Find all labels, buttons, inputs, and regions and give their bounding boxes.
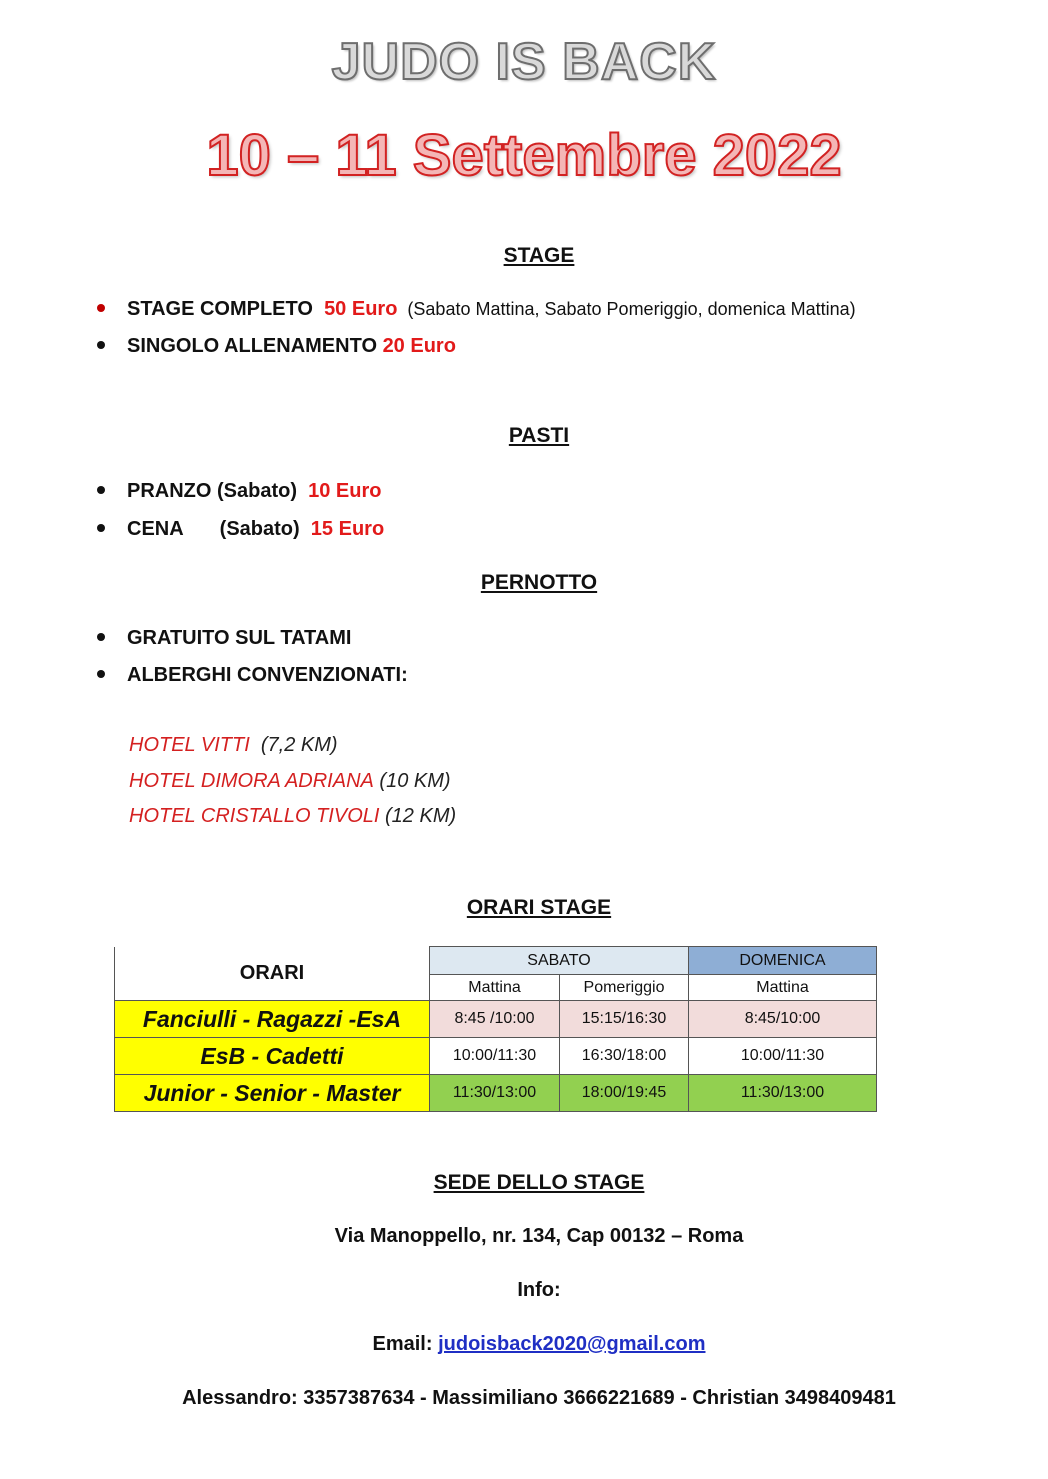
hotel-item: HOTEL DIMORA ADRIANA (10 KM) — [129, 770, 451, 792]
bullet-icon — [97, 633, 105, 641]
page-title: JUDO IS BACK — [331, 33, 717, 91]
bullet-icon — [97, 524, 105, 532]
time-cell: 11:30/13:00 — [430, 1075, 560, 1112]
stage-item-singolo: SINGOLO ALLENAMENTO 20 Euro — [97, 335, 456, 358]
address: Via Manoppello, nr. 134, Cap 00132 – Roma — [334, 1225, 744, 1247]
hotel-item: HOTEL VITTI (7,2 KM) — [129, 734, 338, 756]
stage-heading: STAGE — [503, 244, 575, 267]
contacts-line: Alessandro: 3357387634 - Massimiliano 3666221689 - Christian 3498409481 — [182, 1387, 896, 1409]
time-cell: 15:15/16:30 — [560, 1001, 689, 1038]
sabato-header: SABATO — [430, 947, 689, 975]
time-cell: 10:00/11:30 — [430, 1038, 560, 1075]
category-cell: EsB - Cadetti — [115, 1038, 430, 1075]
pernotto-item-alberghi: ALBERGHI CONVENZIONATI: — [97, 664, 408, 687]
category-cell: Fanciulli - Ragazzi -EsA — [115, 1001, 430, 1038]
time-cell: 10:00/11:30 — [689, 1038, 877, 1075]
pasti-heading: PASTI — [508, 424, 570, 447]
time-cell: 16:30/18:00 — [560, 1038, 689, 1075]
domenica-header: DOMENICA — [689, 947, 877, 975]
pernotto-heading: PERNOTTO — [480, 571, 598, 594]
category-cell: Junior - Senior - Master — [115, 1075, 430, 1112]
email-link[interactable]: judoisback2020@gmail.com — [438, 1333, 706, 1355]
schedule-table — [114, 946, 877, 1112]
time-cell: 11:30/13:00 — [689, 1075, 877, 1112]
time-cell: 8:45 /10:00 — [430, 1001, 560, 1038]
pasti-item-cena: CENA (Sabato) 15 Euro — [97, 518, 384, 541]
sub-header-mattina: Mattina — [430, 975, 560, 1001]
bullet-icon — [97, 486, 105, 494]
time-cell: 8:45/10:00 — [689, 1001, 877, 1038]
event-date: 10 – 11 Settembre 2022 — [206, 123, 842, 188]
pasti-item-pranzo: PRANZO (Sabato) 10 Euro — [97, 480, 381, 503]
bullet-icon — [97, 670, 105, 678]
sub-header-mattina: Mattina — [689, 975, 877, 1001]
orari-heading: ORARI STAGE — [466, 896, 612, 919]
time-cell: 18:00/19:45 — [560, 1075, 689, 1112]
pernotto-item-tatami: GRATUITO SUL TATAMI — [97, 627, 351, 650]
sede-heading: SEDE DELLO STAGE — [433, 1171, 645, 1194]
stage-item-completo: STAGE COMPLETO 50 Euro (Sabato Mattina, Sabato Pomeriggio, domenica Mattina) — [97, 298, 856, 321]
email-line: Email: judoisback2020@gmail.com — [372, 1333, 706, 1355]
bullet-icon — [97, 304, 105, 312]
bullet-icon — [97, 341, 105, 349]
hotel-item: HOTEL CRISTALLO TIVOLI (12 KM) — [129, 805, 457, 827]
orari-column-header: ORARI — [115, 947, 430, 1001]
info-label: Info: — [517, 1279, 561, 1301]
sub-header-pomeriggio: Pomeriggio — [560, 975, 689, 1001]
